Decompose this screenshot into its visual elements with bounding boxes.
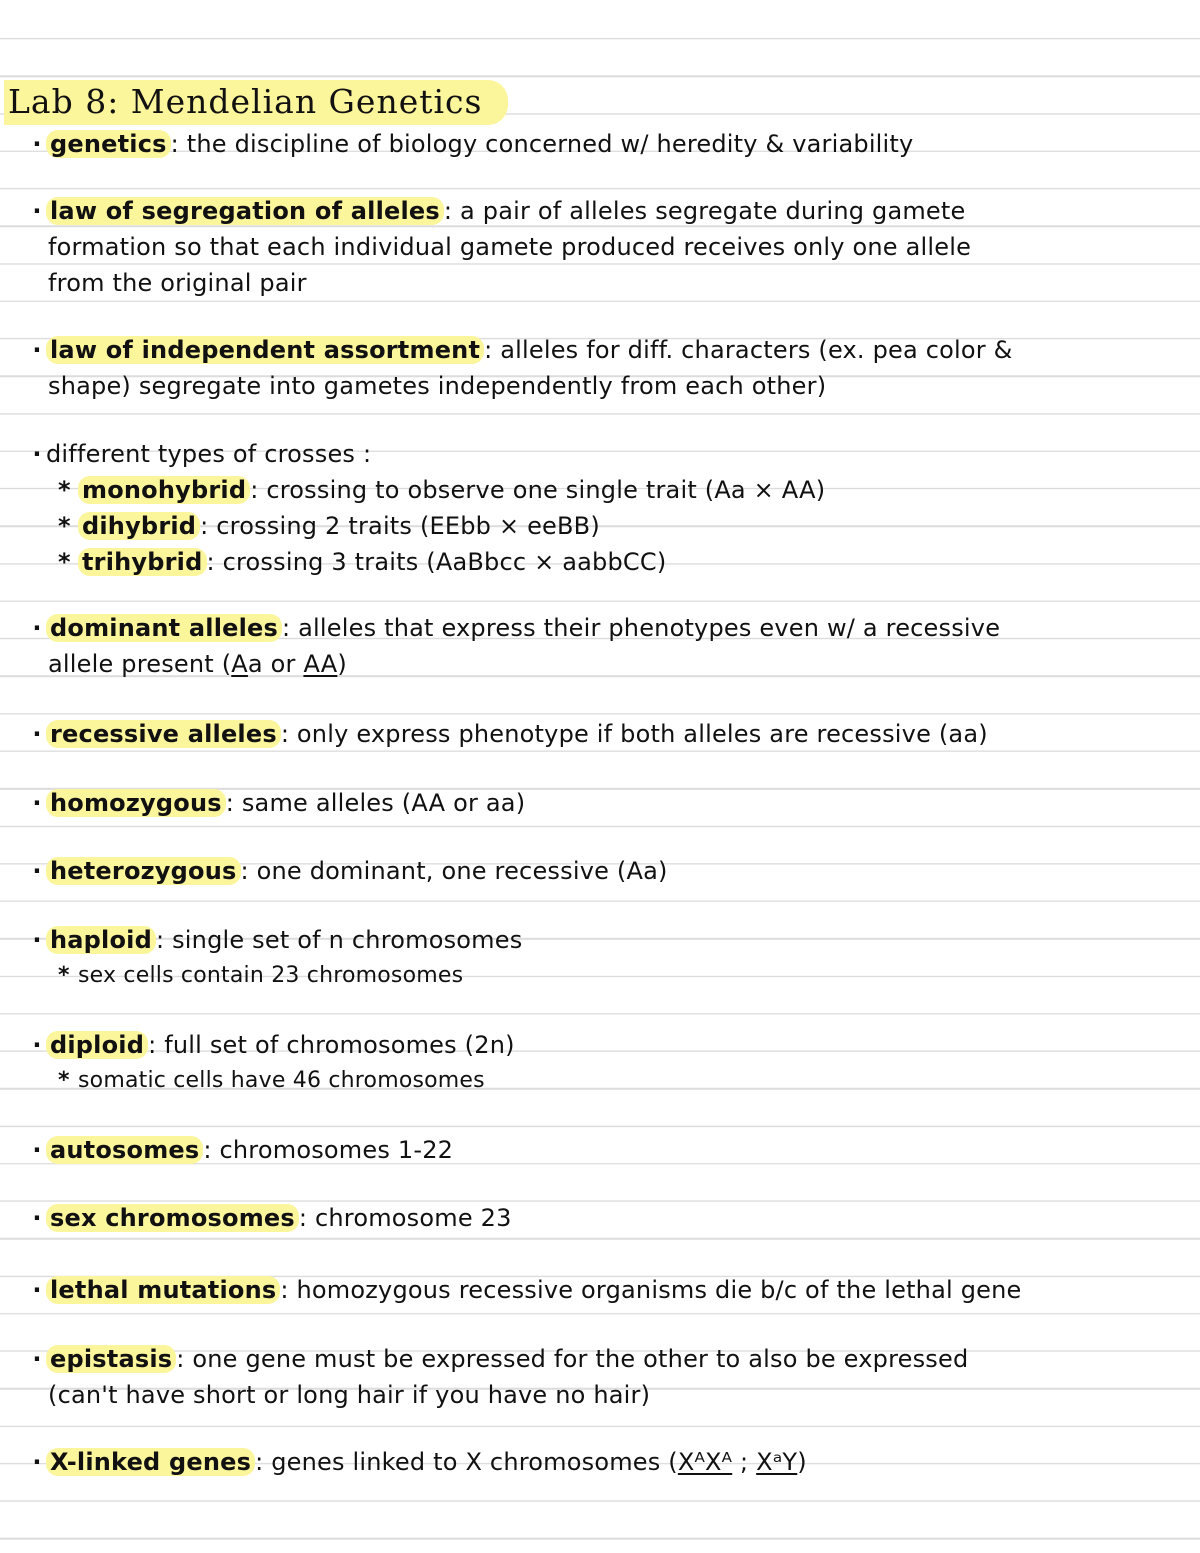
cross-item-dihybrid xyxy=(28,508,1198,544)
cross-item-trihybrid xyxy=(28,544,1198,580)
def-dominant-line1: : alleles that express their phenotypes even w/ a recessive xyxy=(282,614,1001,642)
def-dominant-line2a: allele present ( xyxy=(48,650,232,678)
note-recessive xyxy=(28,716,1198,752)
term-dominant: dominant alleles xyxy=(46,614,282,642)
xlinked-separator: ; xyxy=(732,1448,757,1476)
term-autosomes: autosomes xyxy=(46,1136,203,1164)
term-heterozygous: heterozygous xyxy=(46,857,241,885)
def-diploid: : full set of chromosomes (2n) xyxy=(148,1031,515,1059)
def-independent-line1: : alleles for diff. characters (ex. pea color & xyxy=(484,336,1013,364)
note-crosses xyxy=(28,436,1198,580)
dominant-example-1: A xyxy=(231,650,248,678)
def-genetics: : the discipline of biology concerned w/ heredity & variability xyxy=(170,130,914,158)
asterisk-icon: * xyxy=(58,1068,70,1093)
term-dihybrid: dihybrid xyxy=(78,512,200,540)
def-segregation-line1: : a pair of alleles segregate during gamete xyxy=(443,197,966,225)
term-monohybrid: monohybrid xyxy=(78,476,250,504)
dominant-example-2: AA xyxy=(303,650,338,678)
xlinked-end: ) xyxy=(797,1448,807,1476)
note-lethal xyxy=(28,1272,1198,1308)
def-autosomes: : chromosomes 1-22 xyxy=(203,1136,454,1164)
note-epistasis xyxy=(28,1341,1198,1413)
bullet-icon: · xyxy=(32,1204,42,1232)
term-diploid: diploid xyxy=(46,1031,148,1059)
haploid-subpoint xyxy=(28,958,1198,994)
bullet-icon: · xyxy=(32,926,42,954)
note-diploid xyxy=(28,1027,1198,1099)
note-dominant xyxy=(28,610,1198,682)
xlinked-example-1: XᴬXᴬ xyxy=(677,1448,733,1476)
bullet-icon: · xyxy=(32,336,42,364)
bullet-icon: · xyxy=(32,1276,42,1304)
def-sex-chromosomes: : chromosome 23 xyxy=(298,1204,512,1232)
note-heterozygous xyxy=(28,853,1198,889)
def-dominant-line2c: ) xyxy=(337,650,347,678)
page-title xyxy=(4,82,508,121)
def-dominant-line2b: a or xyxy=(247,650,304,678)
asterisk-icon: * xyxy=(58,476,71,504)
note-autosomes xyxy=(28,1132,1198,1168)
def-segregation-line3: from the original pair xyxy=(48,269,307,297)
def-recessive: : only express phenotype if both alleles are recessive (aa) xyxy=(280,720,988,748)
def-xlinked: : genes linked to X chromosomes ( xyxy=(255,1448,678,1476)
def-heterozygous: : one dominant, one recessive (Aa) xyxy=(240,857,668,885)
term-sex-chromosomes: sex chromosomes xyxy=(46,1204,299,1232)
term-recessive: recessive alleles xyxy=(46,720,281,748)
def-segregation-line2: formation so that each individual gamete produced receives only one allele xyxy=(48,233,972,261)
bullet-icon: · xyxy=(32,130,42,158)
bullet-icon: · xyxy=(32,1031,42,1059)
note-sex-chromosomes xyxy=(28,1200,1198,1236)
xlinked-example-2: XᵃY xyxy=(756,1448,798,1476)
def-dihybrid: : crossing 2 traits (EEbb × eeBB) xyxy=(200,512,600,540)
note-genetics xyxy=(28,126,1198,162)
note-haploid xyxy=(28,922,1198,994)
crosses-heading: different types of crosses : xyxy=(46,440,372,468)
diploid-subpoint-text: somatic cells have 46 chromosomes xyxy=(78,1068,485,1093)
bullet-icon: · xyxy=(32,614,42,642)
term-trihybrid: trihybrid xyxy=(78,548,207,576)
title-highlight: Lab 8: Mendelian Genetics xyxy=(4,80,508,125)
haploid-subpoint-text: sex cells contain 23 chromosomes xyxy=(78,963,464,988)
bullet-icon: · xyxy=(32,789,42,817)
asterisk-icon: * xyxy=(58,963,70,988)
def-haploid: : single set of n chromosomes xyxy=(155,926,523,954)
bullet-icon: · xyxy=(32,1448,42,1476)
def-dominant-line2 xyxy=(28,646,1198,682)
term-epistasis: epistasis xyxy=(46,1345,176,1373)
def-epistasis-line2: (can't have short or long hair if you have no hair) xyxy=(48,1381,651,1409)
note-homozygous xyxy=(28,785,1198,821)
bullet-icon: · xyxy=(32,857,42,885)
term-independent: law of independent assortment xyxy=(46,336,484,364)
term-homozygous: homozygous xyxy=(46,789,226,817)
def-lethal: : homozygous recessive organisms die b/c of the lethal gene xyxy=(280,1276,1022,1304)
def-monohybrid: : crossing to observe one single trait (Aa × AA) xyxy=(250,476,826,504)
note-xlinked xyxy=(28,1444,1198,1480)
bullet-icon: · xyxy=(32,1345,42,1373)
term-haploid: haploid xyxy=(46,926,156,954)
term-xlinked: X-linked genes xyxy=(46,1448,255,1476)
asterisk-icon: * xyxy=(58,548,71,576)
def-trihybrid: : crossing 3 traits (AaBbcc × aabbCC) xyxy=(206,548,667,576)
bullet-icon: · xyxy=(32,440,42,468)
term-segregation: law of segregation of alleles xyxy=(46,197,444,225)
bullet-icon: · xyxy=(32,720,42,748)
cross-item-monohybrid xyxy=(28,472,1198,508)
diploid-subpoint xyxy=(28,1063,1198,1099)
def-epistasis-line1: : one gene must be expressed for the other to also be expressed xyxy=(176,1345,969,1373)
asterisk-icon: * xyxy=(58,512,71,540)
bullet-icon: · xyxy=(32,1136,42,1164)
term-lethal: lethal mutations xyxy=(46,1276,280,1304)
bullet-icon: · xyxy=(32,197,42,225)
note-segregation xyxy=(28,193,1198,301)
def-independent-line2: shape) segregate into gametes independently from each other) xyxy=(48,372,827,400)
term-genetics: genetics xyxy=(46,130,171,158)
note-independent xyxy=(28,332,1198,404)
def-homozygous: : same alleles (AA or aa) xyxy=(225,789,526,817)
